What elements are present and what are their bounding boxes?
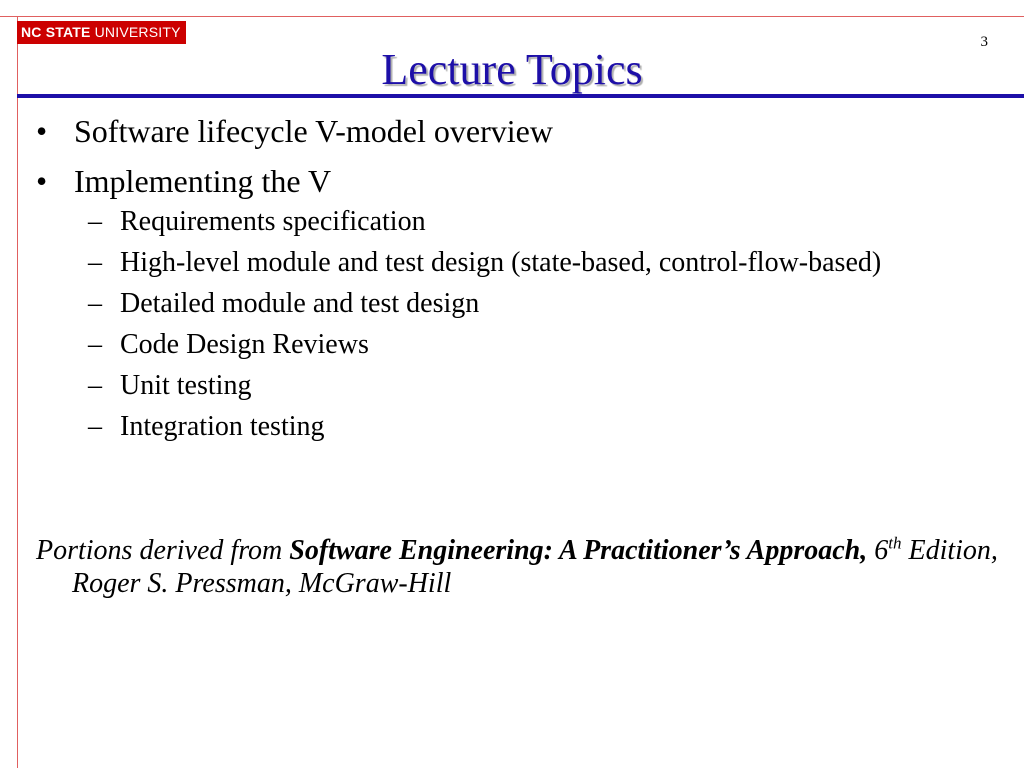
sub-bullet-item — [36, 288, 986, 320]
bullet-text: Implementing the V — [74, 163, 332, 199]
logo-light-text: UNIVERSITY — [90, 24, 181, 40]
dash-icon: – — [88, 288, 102, 319]
bullet-icon: • — [36, 113, 48, 149]
sub-bullet-text: High-level module and test design (state-based, control-flow-based) — [120, 247, 882, 278]
book-title: Software Engineering: A Practitioner’s Approach, — [289, 535, 868, 566]
sub-bullet-text: Integration testing — [120, 411, 325, 442]
sub-bullet-item — [36, 370, 986, 402]
page-number: 3 — [980, 34, 988, 50]
sub-bullet-item — [36, 206, 986, 238]
bullet-icon: • — [36, 163, 48, 199]
source-note — [36, 534, 1012, 600]
sub-bullet-item — [36, 329, 986, 361]
bullet-text: Software lifecycle V-model overview — [74, 113, 553, 149]
note-prefix: Portions derived from — [36, 535, 290, 566]
sub-bullet-text: Requirements specification — [120, 206, 426, 237]
left-border-line — [17, 16, 18, 768]
sub-bullet-text: Code Design Reviews — [120, 329, 369, 360]
dash-icon: – — [88, 411, 102, 442]
bullet-list — [36, 106, 986, 452]
sub-bullet-item — [36, 247, 986, 279]
slide-title: Lecture Topics — [381, 45, 643, 94]
sub-bullet-text: Detailed module and test design — [120, 288, 480, 319]
dash-icon: – — [88, 206, 102, 237]
title-underline — [17, 94, 1024, 98]
dash-icon: – — [88, 247, 102, 278]
nc-state-logo — [17, 21, 186, 44]
dash-icon: – — [88, 370, 102, 401]
sub-bullet-text: Unit testing — [120, 370, 252, 401]
logo-bold-text: NC STATE — [21, 24, 91, 40]
dash-icon: – — [88, 329, 102, 360]
bullet-item — [36, 156, 986, 206]
bullet-item — [36, 106, 986, 156]
top-border-line — [0, 16, 1024, 17]
edition-number: 6 — [867, 535, 889, 566]
edition-superscript: th — [888, 533, 902, 553]
sub-bullet-item — [36, 411, 986, 443]
note-rest: Edition, Roger S. Pressman, McGraw-Hill — [72, 535, 998, 599]
